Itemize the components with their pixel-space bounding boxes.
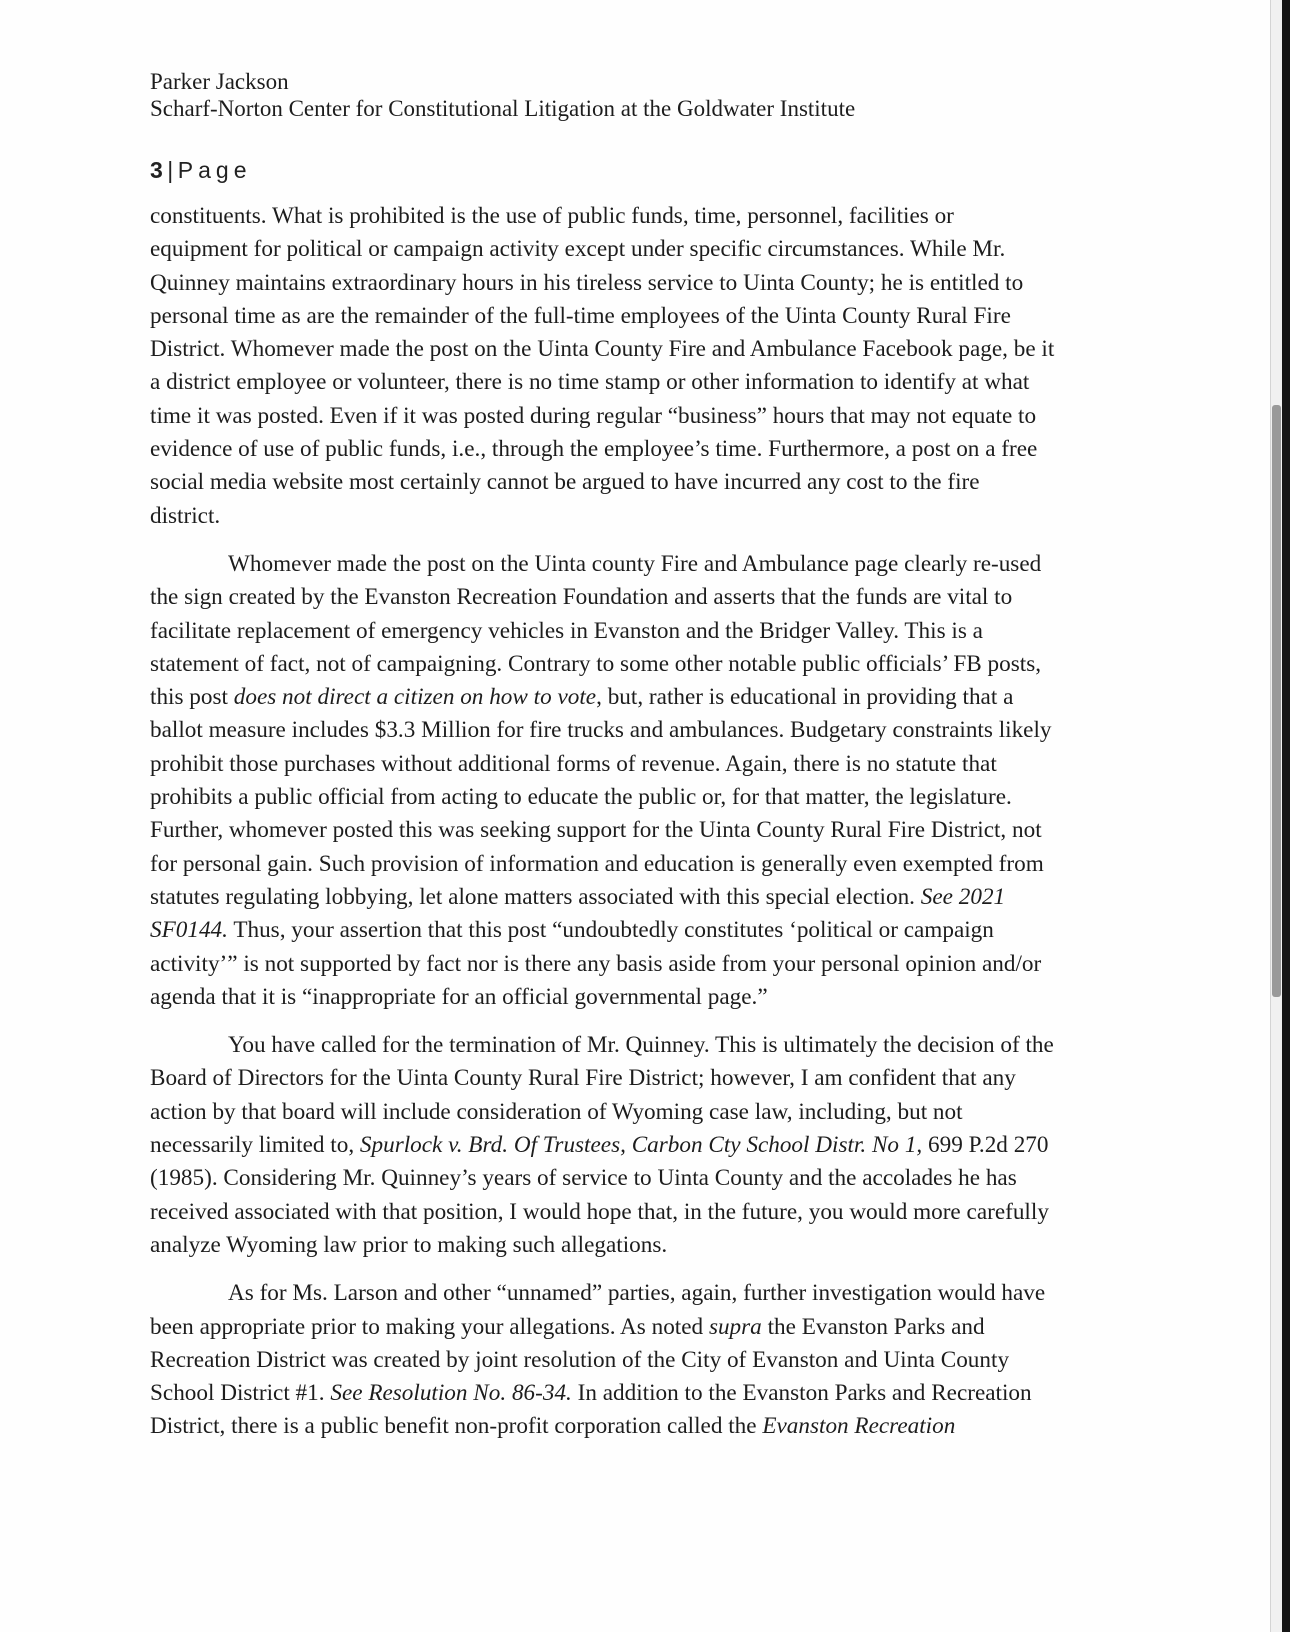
italic-text: Evanston Recreation [762, 1413, 956, 1440]
text-run: Further, whomever posted this was seeking support for the Uinta County Rural Fire District, not [150, 817, 1042, 844]
italic-text: See Resolution No. 86-34. [330, 1380, 572, 1407]
text-line [150, 1096, 1140, 1129]
text-run: for personal gain. Such provision of information and education is generally even exempted from [150, 850, 1044, 877]
text-line [150, 333, 1140, 366]
text-line [150, 1129, 1140, 1162]
vertical-scrollbar-thumb[interactable] [1272, 405, 1281, 997]
text-run: this post [150, 684, 234, 711]
paragraph [150, 1029, 1140, 1262]
text-line [150, 781, 1140, 814]
text-line [150, 615, 1140, 648]
text-run: 699 P.2d 270 [922, 1132, 1049, 1159]
text-run: facilitate replacement of emergency vehicles in Evanston and the Bridger Valley. This is a [150, 617, 983, 644]
text-line [150, 366, 1140, 399]
document-content [150, 68, 1140, 1459]
text-run: District. Whomever made the post on the Uinta County Fire and Ambulance Facebook page, be it [150, 336, 1055, 363]
text-run: Quinney maintains extraordinary hours in his tireless service to Uinta County; he is entitled to [150, 269, 1024, 296]
page-word: Page [177, 157, 252, 183]
text-run: activity’” is not supported by fact nor is there any basis aside from your personal opinion and/or [150, 950, 1042, 977]
text-line [150, 500, 1140, 533]
text-run: the Evanston Parks and [761, 1313, 985, 1340]
text-line [150, 1377, 1140, 1410]
text-run: personal time as are the remainder of the full-time employees of the Uinta County Rural Fire [150, 302, 1011, 329]
text-line [150, 981, 1140, 1014]
text-run: , but, rather is educational in providing that a [596, 684, 1014, 711]
text-line [150, 948, 1140, 981]
text-line [150, 1277, 1140, 1310]
text-line [150, 466, 1140, 499]
text-run: statutes regulating lobbying, let alone matters associated with this special election. [150, 883, 921, 910]
text-line [150, 1410, 1140, 1443]
text-run: Whomever made the post on the Uinta county Fire and Ambulance page clearly re-used [228, 550, 1042, 577]
text-line [150, 400, 1140, 433]
text-line [150, 200, 1140, 233]
italic-text: Spurlock v. Brd. Of Trustees, Carbon Cty School Distr. No 1, [359, 1132, 923, 1159]
text-line [150, 1196, 1140, 1229]
text-run: constituents. What is prohibited is the use of public funds, time, personnel, facilities or [150, 203, 954, 229]
text-line [150, 748, 1140, 781]
text-line [150, 881, 1140, 914]
organization-name: Scharf-Norton Center for Constitutional Litigation at the Goldwater Institute [150, 96, 856, 121]
text-run: district. [150, 502, 221, 529]
italic-text: does not direct a citizen on how to vote [233, 684, 597, 711]
text-line [150, 1311, 1140, 1344]
paragraph [150, 548, 1140, 1014]
text-line [150, 848, 1140, 881]
letter-body [150, 200, 1140, 1444]
page-separator: | [167, 157, 174, 183]
text-run: equipment for political or campaign activity except under specific circumstances. While Mr. [150, 236, 1006, 263]
text-run: the sign created by the Evanston Recreation Foundation and asserts that the funds are vital to [150, 584, 1013, 611]
text-run: In addition to the Evanston Parks and Recreation [571, 1380, 1032, 1407]
text-run: received associated with that position, I would hope that, in the future, you would more carefully [150, 1198, 1049, 1225]
text-line [150, 681, 1140, 714]
text-run: prohibits a public official from acting to educate the public or, for that matter, the legislature. [150, 784, 1012, 811]
text-line [150, 548, 1140, 581]
text-run: necessarily limited to, [150, 1132, 360, 1159]
text-line [150, 300, 1140, 333]
paragraph [150, 1277, 1140, 1443]
text-run: social media website most certainly cannot be argued to have incurred any cost to the fire [150, 469, 980, 496]
text-run: ballot measure includes $3.3 Million for fire trucks and ambulances. Budgetary constraints likely [150, 717, 1052, 744]
text-line [150, 233, 1140, 266]
text-line [150, 914, 1140, 947]
text-line [150, 1344, 1140, 1377]
text-run: analyze Wyoming law prior to making such allegations. [150, 1231, 668, 1258]
text-run: time it was posted. Even if it was posted during regular “business” hours that may not equate to [150, 402, 1037, 429]
text-line [150, 267, 1140, 300]
text-line [150, 714, 1140, 747]
text-run: Board of Directors for the Uinta County Rural Fire District; however, I am confident that any [150, 1065, 1016, 1092]
text-run: School District #1. [150, 1380, 331, 1407]
text-run: Thus, your assertion that this post “undoubtedly constitutes ‘political or campaign [227, 917, 994, 944]
page-number-header [150, 156, 1140, 184]
text-run: action by that board will include consideration of Wyoming case law, including, but not [150, 1098, 963, 1125]
paragraph [150, 200, 1140, 533]
text-line [150, 581, 1140, 614]
text-run: evidence of use of public funds, i.e., through the employee’s time. Furthermore, a post on a free [150, 436, 1038, 463]
text-run: You have called for the termination of Mr. Quinney. This is ultimately the decision of the [228, 1032, 1054, 1059]
text-run: statement of fact, not of campaigning. Contrary to some other notable public officials’ FB posts, [150, 650, 1042, 677]
text-line [150, 433, 1140, 466]
text-run: Recreation District was created by joint resolution of the City of Evanston and Uinta County [150, 1346, 1010, 1373]
text-line [150, 1229, 1140, 1262]
text-line [150, 1029, 1140, 1062]
text-run: District, there is a public benefit non-profit corporation called the [150, 1413, 763, 1440]
italic-text: See 2021 [920, 883, 1006, 910]
text-run: As for Ms. Larson and other “unnamed” parties, again, further investigation would have [228, 1280, 1046, 1307]
text-run: prohibit those purchases without additional forms of revenue. Again, there is no statute that [150, 750, 997, 777]
text-run: agenda that it is “inappropriate for an official governmental page.” [150, 983, 768, 1010]
text-line [150, 1062, 1140, 1095]
text-line [150, 1162, 1140, 1195]
window-edge [1282, 0, 1290, 1632]
text-run: a district employee or volunteer, there is no time stamp or other information to identify at what [150, 369, 1030, 396]
italic-text: SF0144. [150, 917, 228, 944]
text-line [150, 648, 1140, 681]
text-run: (1985). Considering Mr. Quinney’s years of service to Uinta County and the accolades he has [150, 1165, 1017, 1192]
italic-text: supra [708, 1313, 762, 1340]
author-name: Parker Jackson [150, 69, 289, 94]
text-line [150, 814, 1140, 847]
text-run: been appropriate prior to making your allegations. As noted [150, 1313, 709, 1340]
page-number: 3 [150, 157, 164, 183]
